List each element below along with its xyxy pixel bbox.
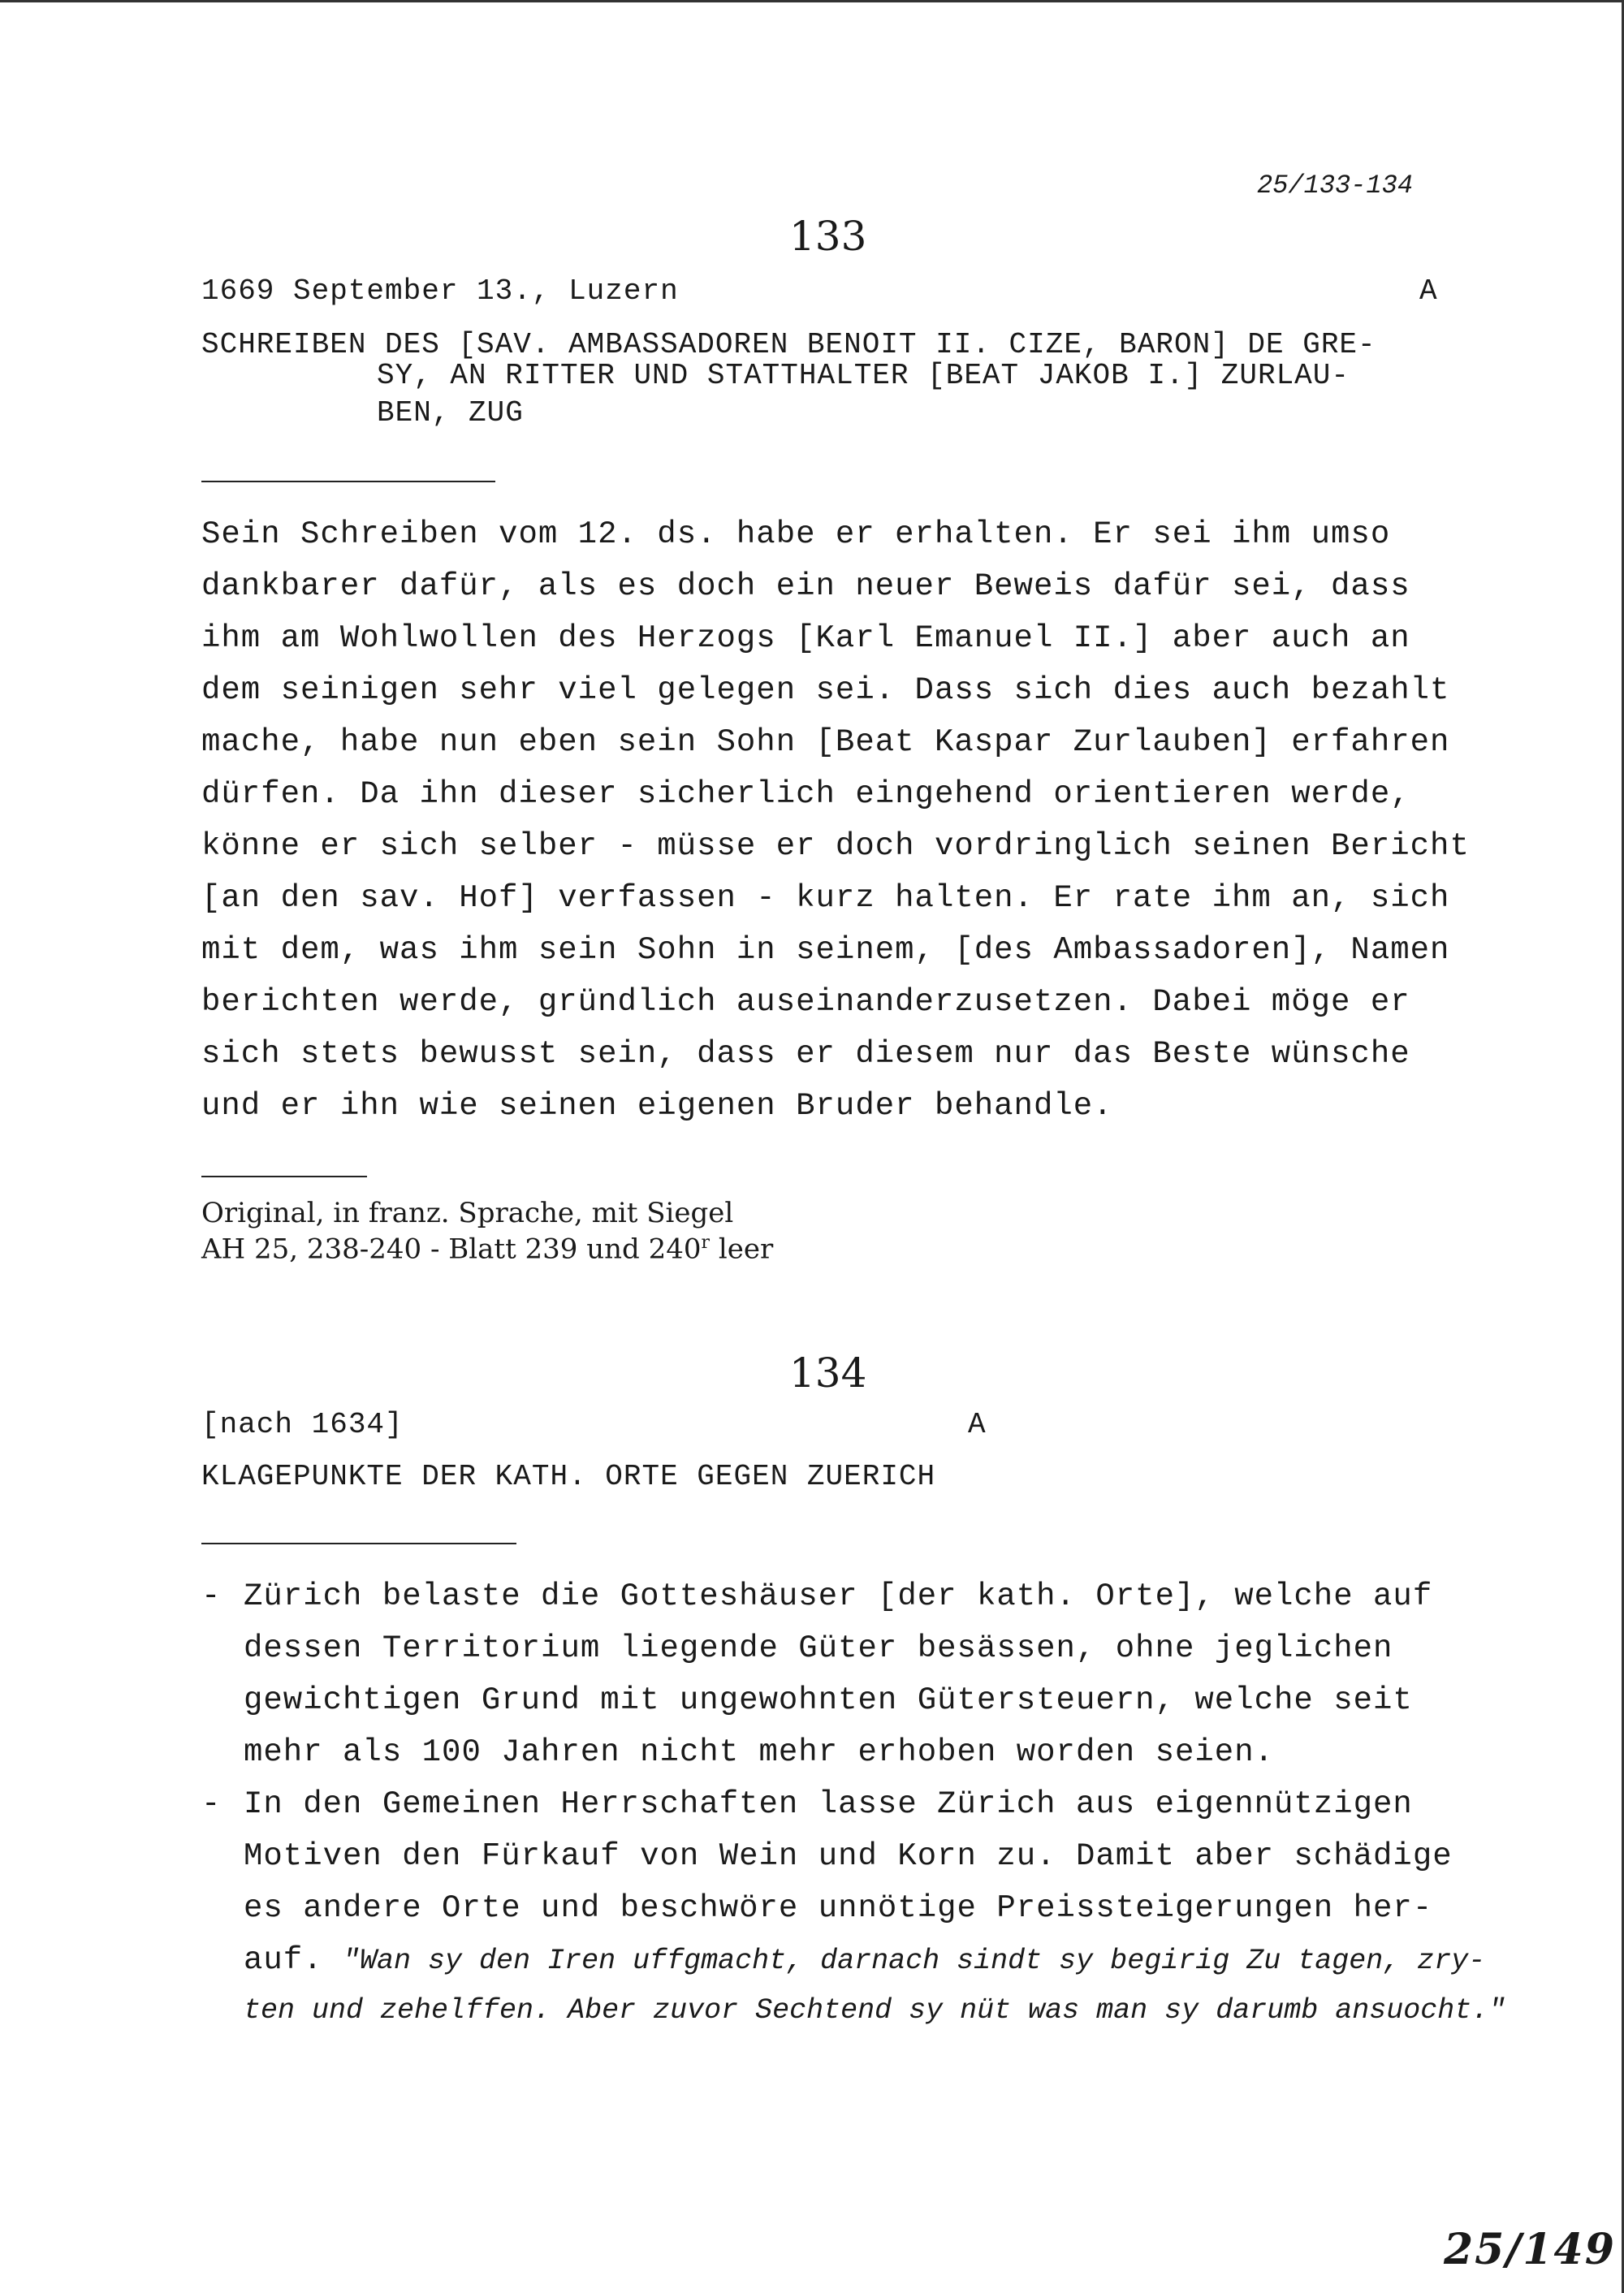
source-archive-tail: leer	[710, 1233, 774, 1266]
list-item-line: Zürich belaste die Gotteshäuser [der kath. Orte], welche auf	[244, 1578, 1433, 1614]
list-item-line: mehr als 100 Jahren nicht mehr erhoben worden seien.	[244, 1734, 1274, 1770]
grade-134: A	[968, 1408, 986, 1441]
page-edge-top	[0, 0, 1624, 2]
date-place-134: [nach 1634]	[201, 1408, 404, 1441]
list-item-line: dessen Territorium liegende Güter besässen, ohne jeglichen	[244, 1630, 1393, 1666]
document-number-134: 134	[789, 1349, 867, 1397]
list-item-line: es andere Orte und beschwöre unnötige Preissteigerungen her-	[244, 1890, 1433, 1926]
source-separator-rule	[201, 1176, 367, 1177]
body-line: ihm am Wohlwollen des Herzogs [Karl Emanuel II.] aber auch an	[201, 620, 1410, 656]
separator-rule	[201, 481, 495, 482]
body-line: [an den sav. Hof] verfassen - kurz halten. Er rate ihm an, sich	[201, 880, 1450, 916]
title-line: SCHREIBEN DES [SAV. AMBASSADOREN BENOIT II. CIZE, BARON] DE GRE-	[201, 328, 1376, 361]
source-archive-text: AH 25, 238-240 - Blatt 239 und 240	[201, 1233, 702, 1266]
body-line: mit dem, was ihm sein Sohn in seinem, [des Ambassadoren], Namen	[201, 932, 1450, 968]
historic-quote: ten und zehelffen. Aber zuvor Sechtend sy nüt was man sy darumb ansuocht."	[244, 1994, 1506, 2027]
quote-prefix: auf.	[244, 1942, 343, 1978]
date-place-133: 1669 September 13., Luzern	[201, 274, 679, 308]
separator-rule	[201, 1543, 516, 1544]
source-archive	[201, 1233, 773, 1265]
reference-number: 25/133-134	[1257, 171, 1414, 201]
body-line: dem seinigen sehr viel gelegen sei. Dass sich dies auch bezahlt	[201, 672, 1450, 708]
body-line: und er ihn wie seinen eigenen Bruder behandle.	[201, 1088, 1113, 1124]
list-dash: -	[201, 1578, 222, 1614]
body-line: berichten werde, gründlich auseinanderzusetzen. Dabei möge er	[201, 984, 1410, 1020]
title-line: BEN, ZUG	[377, 396, 524, 430]
list-item-line: In den Gemeinen Herrschaften lasse Zürich aus eigennützigen	[244, 1786, 1413, 1822]
source-original: Original, in franz. Sprache, mit Siegel	[201, 1197, 734, 1229]
body-line: Sein Schreiben vom 12. ds. habe er erhalten. Er sei ihm umso	[201, 516, 1391, 552]
list-item-line-mixed	[244, 1942, 1485, 1978]
document-number-133: 133	[789, 213, 867, 260]
historic-quote: "Wan sy den Iren uffgmacht, darnach sindt sy begirig Zu tagen, zry-	[343, 1945, 1486, 1977]
body-line: könne er sich selber - müsse er doch vordringlich seinen Bericht	[201, 828, 1470, 864]
body-line: sich stets bewusst sein, dass er diesem nur das Beste wünsche	[201, 1036, 1410, 1072]
list-dash: -	[201, 1786, 222, 1822]
list-item-line: Motiven den Fürkauf von Wein und Korn zu. Damit aber schädige	[244, 1838, 1453, 1874]
handwritten-folio-number: 25/149	[1444, 2225, 1616, 2274]
title-134: KLAGEPUNKTE DER KATH. ORTE GEGEN ZUERICH	[201, 1460, 936, 1493]
title-line: SY, AN RITTER UND STATTHALTER [BEAT JAKOB I.] ZURLAU-	[377, 359, 1350, 392]
body-line: dankbarer dafür, als es doch ein neuer Beweis dafür sei, dass	[201, 568, 1410, 604]
grade-133: A	[1419, 274, 1437, 308]
source-superscript: r	[701, 1233, 710, 1253]
list-item-line: gewichtigen Grund mit ungewohnten Gütersteuern, welche seit	[244, 1682, 1413, 1718]
body-line: mache, habe nun eben sein Sohn [Beat Kaspar Zurlauben] erfahren	[201, 724, 1450, 760]
body-line: dürfen. Da ihn dieser sicherlich eingehend orientieren werde,	[201, 776, 1410, 812]
